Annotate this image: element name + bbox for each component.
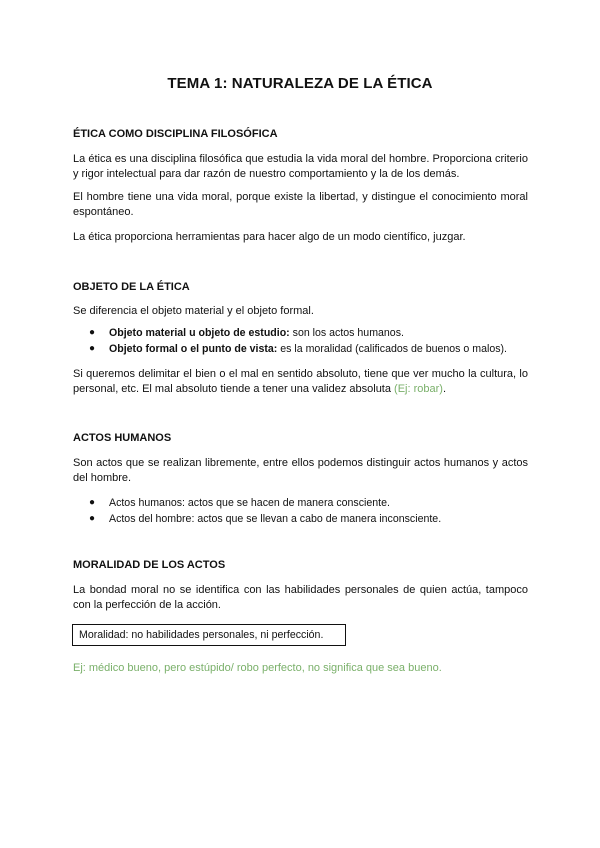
paragraph-bien-mal-absoluto (73, 367, 528, 397)
page-title: TEMA 1: NATURALEZA DE LA ÉTICA (167, 75, 433, 92)
bullet-icon: ● (89, 497, 96, 508)
bullet-text: son los actos humanos. (289, 327, 404, 339)
paragraph-actos-definicion: Son actos que se realizan libremente, entre ellos podemos distinguir actos humanos y actos del hombre. (73, 457, 528, 484)
objeto-bullet-list (73, 325, 507, 357)
example-note: Ej: médico bueno, pero estúpido/ robo perfecto, no significa que sea bueno. (73, 662, 442, 674)
bullet-text: es la moralidad (calificados de buenos o malos). (277, 343, 507, 355)
actos-bullet-list (73, 495, 441, 527)
paragraph-text: Si queremos delimitar el bien o el mal en sentido absoluto, tiene que ver mucho la cultura, lo personal, etc. El mal absoluto tiende a tener una validez absoluta (73, 368, 528, 395)
example-inline: (Ej: robar) (394, 383, 443, 395)
section-heading-actos-humanos: ACTOS HUMANOS (73, 432, 172, 444)
section-heading-moralidad: MORALIDAD DE LOS ACTOS (73, 559, 226, 571)
section-heading-objeto-etica: OBJETO DE LA ÉTICA (73, 281, 190, 293)
bullet-icon: ● (89, 343, 96, 354)
list-item (73, 325, 507, 341)
bullet-text: Actos humanos: actos que se hacen de manera consciente. (109, 497, 390, 509)
paragraph-end: . (442, 383, 447, 395)
bullet-text: Actos del hombre: actos que se llevan a cabo de manera inconsciente. (109, 513, 442, 525)
list-item (73, 495, 441, 511)
paragraph-herramientas: La ética proporciona herramientas para hacer algo de un modo científico, juzgar. (73, 231, 466, 243)
bullet-term: Objeto material u objeto de estudio: (109, 327, 290, 339)
bullet-icon: ● (89, 513, 96, 524)
paragraph-objeto-intro: Se diferencia el objeto material y el objeto formal. (73, 305, 314, 317)
bullet-icon: ● (89, 327, 96, 338)
list-item (73, 511, 441, 527)
section-heading-etica-disciplina: ÉTICA COMO DISCIPLINA FILOSÓFICA (73, 128, 278, 140)
bullet-term: Objeto formal o el punto de vista: (109, 343, 278, 355)
paragraph-vida-moral: El hombre tiene una vida moral, porque existe la libertad, y distingue el conocimiento moral espontáneo. (73, 191, 528, 218)
paragraph-etica-definicion: La ética es una disciplina filosófica que estudia la vida moral del hombre. Proporciona criterio y rigor intelectual para dar razón de nuestro comportamiento y la de los demás. (73, 153, 528, 180)
paragraph-bondad-moral: La bondad moral no se identifica con las habilidades personales de quien actúa, tampoco con la perfección de la acción. (73, 584, 528, 611)
moralidad-callout-box: Moralidad: no habilidades personales, ni perfección. (72, 624, 346, 646)
list-item (73, 341, 507, 357)
